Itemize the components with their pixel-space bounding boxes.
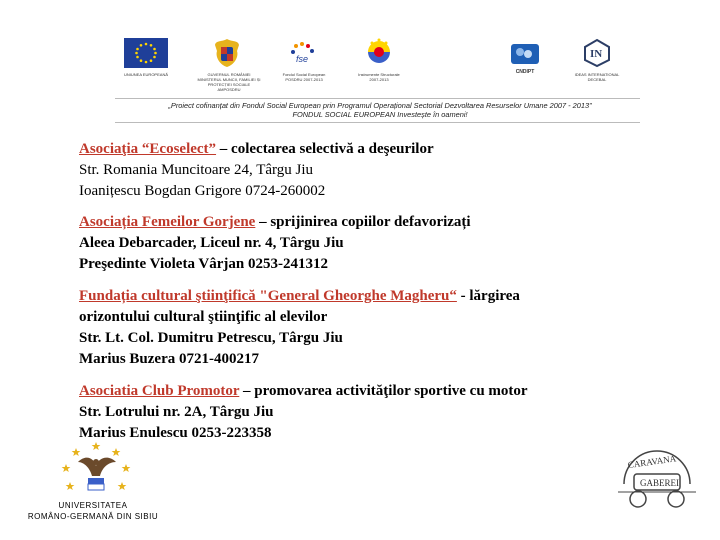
org-club-promotor <box>79 381 679 444</box>
fse-logo-icon <box>288 40 318 68</box>
eu-caption: UNIUNEA EUROPEANĂ <box>123 72 168 77</box>
caravana-top-text: CARAVANA <box>627 453 677 471</box>
instrumente-structurale-icon <box>362 36 396 68</box>
org-description: – promovarea activităţilor sportive cu motor <box>239 383 528 399</box>
org-ecoselect <box>79 139 679 202</box>
org-title-line <box>79 139 679 160</box>
org-description-cont: orizontului cultural ştiinţific al elevilor <box>79 309 328 325</box>
divider-top <box>115 98 640 99</box>
org-name: Asociaţia “Ecoselect” <box>79 141 217 157</box>
org-fundatia-magheru <box>79 286 679 370</box>
gov-caption: GUVERNUL ROMÂNIEI MINISTERUL MUNCII, FAMILIEI ȘI PROTECȚIEI SOCIALE AMPOSDRU <box>197 72 261 92</box>
org-title-line <box>79 381 679 402</box>
org-address: Str. Lt. Col. Dumitru Petrescu, Târgu Jiu <box>79 330 343 346</box>
org-contact: Marius Enulescu 0253-223358 <box>79 425 272 441</box>
is-caption: Instrumente Structurale 2007-2013 <box>358 72 400 82</box>
cndipt-caption: CNDIPT <box>515 69 535 75</box>
project-line-2: FONDUL SOCIAL EUROPEAN Investește în oameni! <box>292 110 468 119</box>
university-eagle-logo-icon <box>58 440 134 500</box>
org-name: Asociația Femeilor Gorjene <box>79 214 256 230</box>
project-line-1: „Proiect cofinanțat din Fondul Social European prin Programul Operațional Sectorial Dezvoltarea Resurselor Umane 2007 - 2013” <box>168 101 592 110</box>
org-address: Aleea Debarcader, Liceul nr. 4, Târgu Jiu <box>79 235 344 251</box>
org-address: Str. Lotrului nr. 2A, Târgu Jiu <box>79 404 274 420</box>
university-line-2: ROMÂNO-GERMANĂ DIN SIBIU <box>27 512 159 521</box>
org-title-line <box>79 286 679 307</box>
org-contact: Marius Buzera 0721-400217 <box>79 351 259 367</box>
divider-bottom <box>115 122 640 123</box>
eu-flag-icon <box>124 38 168 68</box>
university-caption <box>18 500 168 522</box>
org-description: - lărgirea <box>456 288 520 304</box>
caravana-mid-text: GABEREI <box>640 478 679 488</box>
university-line-1: UNIVERSITATEA <box>58 501 128 510</box>
org-description: – sprijinirea copiilor defavorizați <box>255 214 471 230</box>
org-address: Str. Romania Muncitoare 24, Târgu Jiu <box>79 162 314 178</box>
caravana-gaberei-logo-icon <box>614 444 700 514</box>
svg-text:fse: fse <box>296 54 309 64</box>
logo-strip <box>0 0 720 130</box>
idx-caption: IDEAS INTERNATIONAL DECEBAL <box>574 72 620 82</box>
romania-coat-of-arms-icon <box>212 37 242 69</box>
org-contact: Preşedinte Violeta Vârjan 0253-241312 <box>79 256 329 272</box>
org-name: Fundația cultural ştiinţifică "General Gheorghe Magheru“ <box>79 288 457 304</box>
ideas-international-logo-icon <box>582 38 612 68</box>
org-description: – colectarea selectivă a deşeurilor <box>216 141 434 157</box>
fse-caption: Fondul Social European POSDRU 2007-2013 <box>282 72 326 82</box>
org-femei-gorjene <box>79 212 679 275</box>
svg-text:IN: IN <box>590 48 603 60</box>
org-title-line <box>79 212 679 233</box>
cndipt-logo-icon <box>508 42 542 68</box>
org-contact: Ioanițescu Bogdan Grigore 0724-260002 <box>79 183 326 199</box>
project-statement <box>120 101 640 119</box>
org-name: Asociatia Club Promotor <box>79 383 240 399</box>
